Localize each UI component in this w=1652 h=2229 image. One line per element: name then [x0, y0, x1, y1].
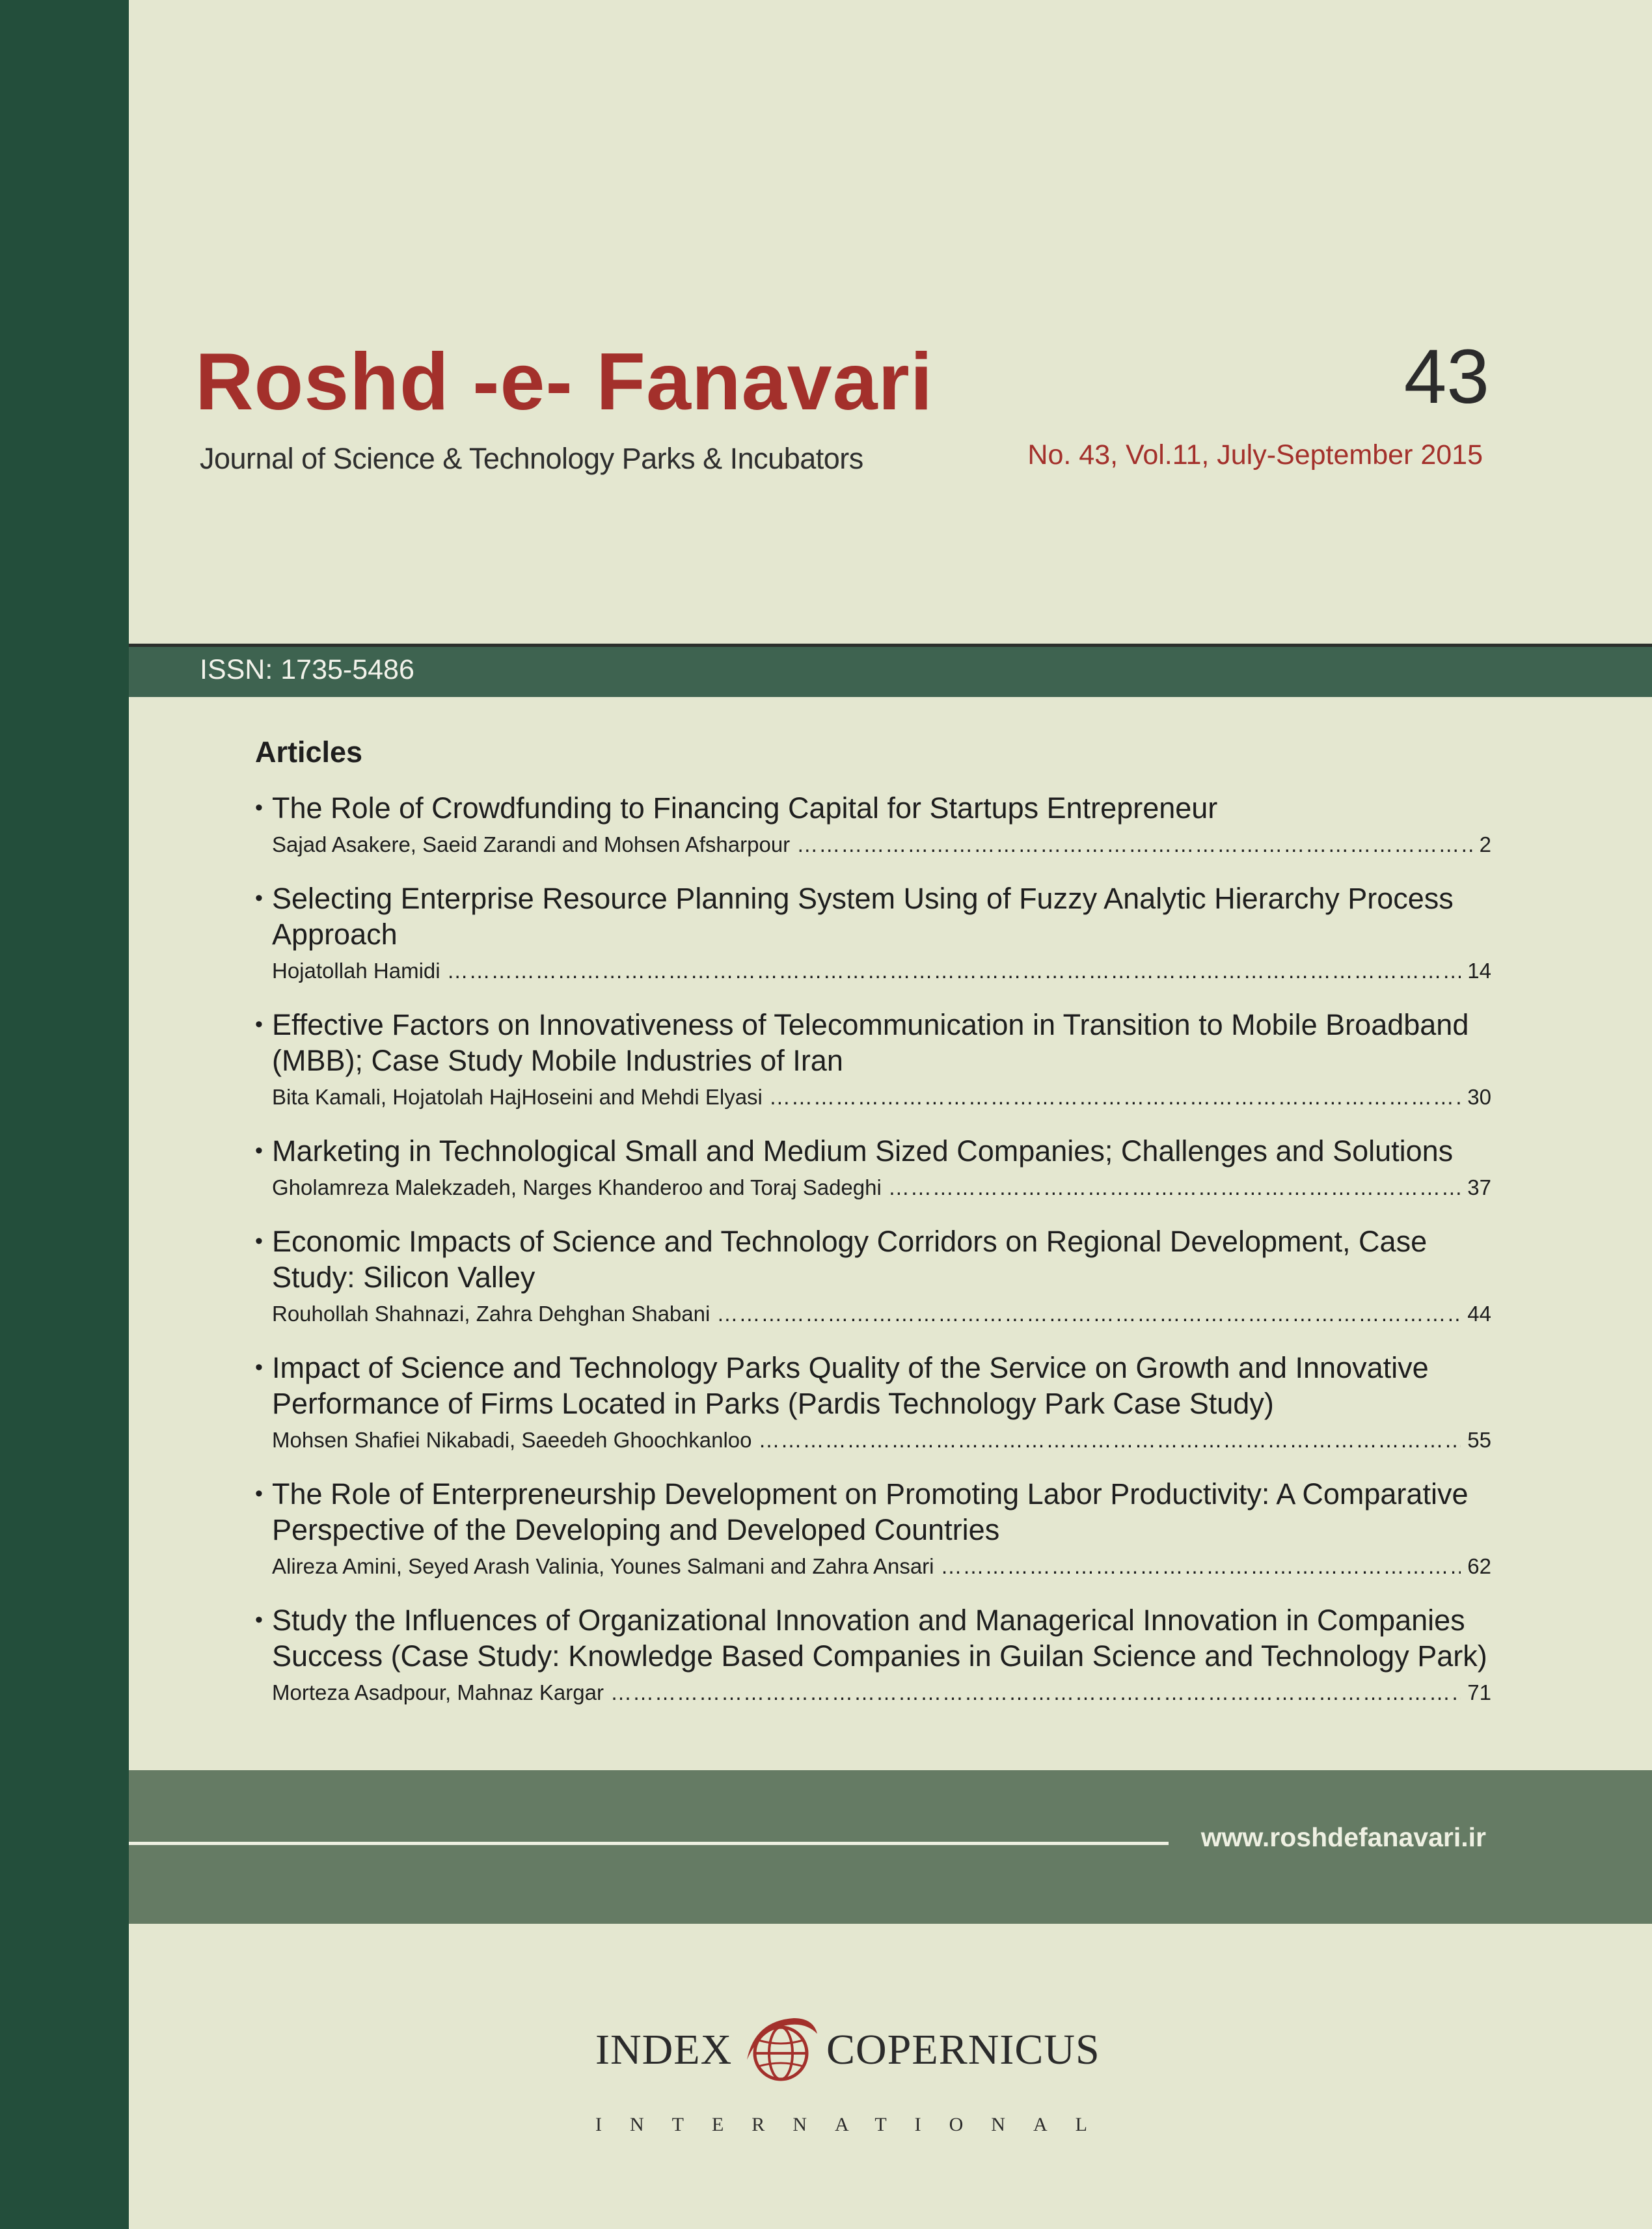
dot-leader: [610, 1678, 1461, 1708]
article-item: [255, 1476, 1491, 1581]
dot-leader: [716, 1299, 1461, 1329]
logo-word-copernicus: COPERNICUS: [826, 2026, 1100, 2073]
article-page: 37: [1467, 1175, 1491, 1199]
article-title: • Selecting Enterprise Resource Planning System Using of Fuzzy Analytic Hierarchy Process Approach: [255, 881, 1508, 952]
article-title: • Effective Factors on Innovativeness of Telecommunication in Transition to Mobile Broadband (MBB); Case Study Mobile Industries of Iran: [255, 1007, 1508, 1078]
article-authors: Morteza Asadpour, Mahnaz Kargar: [272, 1680, 604, 1704]
issn-label: ISSN: 1735-5486: [200, 654, 414, 685]
article-item: [255, 1602, 1491, 1708]
dot-leader: [759, 1425, 1461, 1455]
footer-rule: [129, 1842, 1169, 1845]
article-page: 14: [1467, 959, 1491, 983]
article-title: • Study the Influences of Organizational Innovation and Managerical Innovation in Companies Success (Case Study: Knowledge Based Companies in Guilan Science and Technology Park): [255, 1602, 1508, 1674]
article-authors: Hojatollah Hamidi: [272, 959, 440, 983]
logo-word-index: INDEX: [595, 2026, 733, 2073]
article-item: [255, 1350, 1491, 1455]
article-authors: Bita Kamali, Hojatolah HajHoseini and Mehdi Elyasi: [272, 1085, 763, 1109]
articles-heading: Articles: [255, 735, 363, 769]
article-authors: Mohsen Shafiei Nikabadi, Saeedeh Ghoochkanloo: [272, 1428, 752, 1452]
issue-number: 43: [1403, 334, 1489, 420]
dot-leader: [447, 956, 1461, 986]
article-page: 44: [1467, 1302, 1491, 1326]
dot-leader: [796, 830, 1472, 860]
issue-meta: No. 43, Vol.11, July-September 2015: [1027, 439, 1483, 471]
journal-title: Roshd -e- Fanavari: [195, 337, 934, 427]
article-page: 30: [1467, 1085, 1491, 1109]
article-title: • Marketing in Technological Small and Medium Sized Companies; Challenges and Solutions: [255, 1133, 1508, 1169]
article-item: [255, 1224, 1491, 1329]
article-byline: [255, 1082, 1491, 1112]
article-byline: [255, 1299, 1491, 1329]
article-byline: [255, 1678, 1491, 1708]
article-page: 71: [1467, 1680, 1491, 1704]
article-page: 2: [1479, 832, 1491, 856]
website-link[interactable]: www.roshdefanavari.ir: [1200, 1822, 1486, 1852]
article-authors: Sajad Asakere, Saeid Zarandi and Mohsen Afsharpour: [272, 832, 791, 856]
article-authors: Gholamreza Malekzadeh, Narges Khanderoo and Toraj Sadeghi: [272, 1175, 882, 1199]
article-item: [255, 1133, 1491, 1203]
article-item: [255, 881, 1491, 986]
article-byline: [255, 1173, 1491, 1203]
article-title: • The Role of Crowdfunding to Financing Capital for Startups Entrepreneur: [255, 790, 1508, 826]
article-item: [255, 1007, 1491, 1112]
article-byline: [255, 830, 1491, 860]
article-byline: [255, 1552, 1491, 1581]
dot-leader: [769, 1082, 1461, 1112]
article-page: 55: [1467, 1428, 1491, 1452]
article-title: • Impact of Science and Technology Parks Quality of the Service on Growth and Innovative Performance of Firms Located in Parks (Pardis Technology Park Case Study): [255, 1350, 1508, 1421]
cover-spine: [0, 0, 129, 2229]
dot-leader: [888, 1173, 1461, 1203]
article-title: • The Role of Enterpreneurship Development on Promoting Labor Productivity: A Comparative Perspective of the Developing and Developed Countries: [255, 1476, 1508, 1548]
journal-subtitle: Journal of Science & Technology Parks & Incubators: [200, 442, 863, 475]
article-authors: Alireza Amini, Seyed Arash Valinia, Younes Salmani and Zahra Ansari: [272, 1554, 934, 1578]
globe-swirl-icon: [742, 2014, 820, 2092]
dot-leader: [941, 1552, 1461, 1581]
article-byline: [255, 956, 1491, 986]
articles-list: [255, 735, 1491, 1729]
index-copernicus-logo: [595, 2014, 1115, 2144]
logo-tagline: INTERNATIONAL: [595, 2114, 1115, 2135]
article-byline: [255, 1425, 1491, 1455]
article-page: 62: [1467, 1554, 1491, 1578]
article-authors: Rouhollah Shahnazi, Zahra Dehghan Shabani: [272, 1302, 711, 1326]
article-item: [255, 790, 1491, 860]
article-title: • Economic Impacts of Science and Technology Corridors on Regional Development, Case Study: Silicon Valley: [255, 1224, 1508, 1295]
